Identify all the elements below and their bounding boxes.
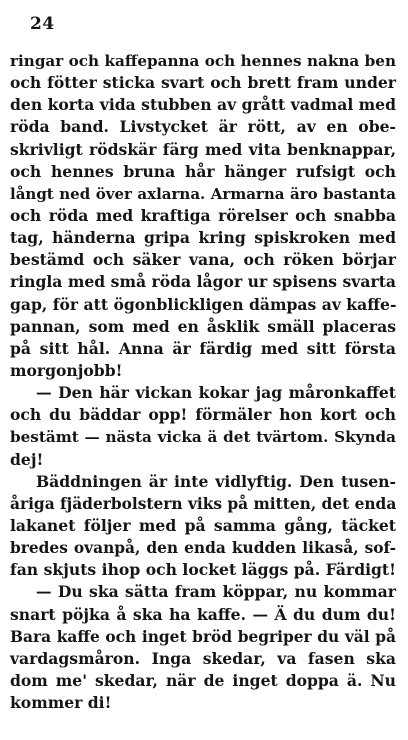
text-line: ringar och kaffepanna och hennes nakna ben [10,52,396,70]
text-line: — Du ska sätta fram köppar, nu kommar [36,582,396,602]
text-line: och fötter sticka svart och brett fram under [10,73,396,93]
text-line: fan skjuts ihop och locket läggs på. Färdigt! [10,560,396,580]
text-line: och du bäddar opp! förmäler hon kort och [10,405,396,425]
text-line: dom me' skedar, när de inget doppa ä. Nu [10,670,396,690]
text-line: gap, för att ögonblickligen dämpas av kaffe- [10,294,397,314]
text-line: bestämt — nästa vicka ä det tvärtom. Skynda [10,428,396,447]
text-line: vardagsmåron. Inga skedar, va fasen ska [10,648,396,668]
text-line: Bäddningen är inte vidlyftig. Den tusen- [36,471,396,491]
text-line: ringla med små röda lågor ur spisens svarta [10,272,396,292]
text-line: kommer di! [10,693,112,713]
text-line: lakanet följer med på samma gång, täcket [10,515,396,535]
text-line: bestämd och säker vana, och röken börjar [10,250,396,270]
text-line: och röda med kraftiga rörelser och snabba [10,205,396,225]
text-line: — Den här vickan kokar jag måronkaffet [36,383,396,403]
text-line: röda band. Livstycket är rött, av en obe- [10,117,396,137]
text-line: pannan, som med en åsklik smäll placeras [10,316,396,336]
text-line: långt ned över axlarna. Armarna äro bastanta [10,184,396,203]
text-line: tag, händerna gripa kring spiskroken med [10,228,396,248]
text-line: snart pöjka å ska ha kaffe. — Ä du dum du! [10,604,396,624]
text-line: morgonjobb! [10,360,123,380]
text-line: på sitt hål. Anna är färdig med sitt första [10,338,396,358]
text-line: bredes ovanpå, den enda kudden likaså, sof- [10,539,396,558]
text-line: åriga fjäderbolstern viks på mitten, det enda [10,494,397,513]
text-line: dej! [10,449,44,469]
page-number: 24 [30,14,55,34]
text-line: den korta vida stubben av grått vadmal med [10,95,396,115]
body-text [10,50,396,714]
text-line: och hennes bruna hår hänger rufsigt och [10,161,396,181]
text-line: Bara kaffe och inget bröd begriper du väl på [10,627,396,646]
text-line: skrivligt rödskär färg med vita benknappar, [10,139,396,159]
